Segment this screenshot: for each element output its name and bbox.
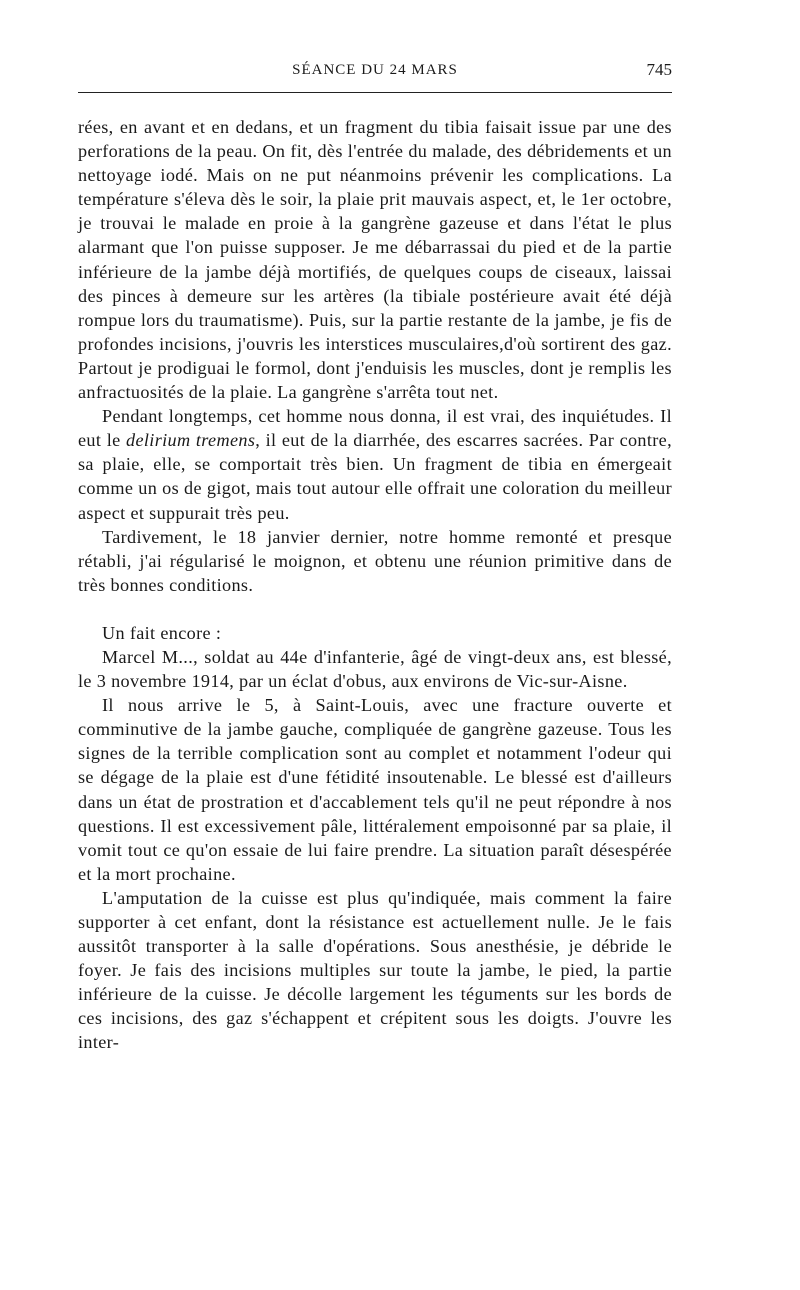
- italic-term: delirium tremens: [126, 430, 256, 451]
- page-number: 745: [646, 60, 672, 79]
- paragraph: Marcel M..., soldat au 44e d'infanterie, âgé de vingt-deux ans, est blessé, le 3 novembre 1914, par un éclat d'obus, aux environs de Vic-sur-Aisne.: [78, 646, 672, 692]
- running-header: [78, 52, 672, 93]
- paragraph: Tardivement, le 18 janvier dernier, notre homme remonté et presque rétabli, j'ai régularisé le moignon, et obtenu une réunion primitive dans de très bonnes conditions.: [78, 526, 672, 595]
- paragraph-text: Pendant longtemps, cet homme nous donna, il est vrai, des inquiétudes. Il eut le: [78, 406, 672, 451]
- paragraph: rées, en avant et en dedans, et un fragment du tibia faisait issue par une des perforations de la peau. On fit, dès l'entrée du malade, des débridements et un nettoyage iodé. Mais on ne put néanmoins prévenir les complications. La température s'éleva dès le soir, la plaie prit mauvais aspect, et, le 1er octobre, je trouvai le malade en proie à la gangrène gazeuse et dans l'état le plus alarmant que l'on puisse supposer. Je me débarrassai du pied et de la partie inférieure de la jambe déjà mortifiés, de quelques coups de ciseaux, laissai des pinces à demeure sur les artères (la tibiale postérieure avait été déjà rompue lors du traumatisme). Puis, sur la partie restante de la jambe, je fis de profondes incisions, j'ouvris les interstices musculaires,d'où sortirent des gaz. Partout je prodiguai le formol, dont j'enduisis les muscles, dont je remplis les anfractuosités de la plaie. La gangrène s'arrêta tout net.: [78, 117, 672, 403]
- body-text: [78, 115, 672, 1055]
- running-header-title: SÉANCE DU 24 MARS: [292, 62, 458, 78]
- paragraph-text: , il eut de la diarrhée, des escarres sacrées. Par contre, sa plaie, elle, se comportait très bien. Un fragment de tibia en émergeait comme un os de gigot, mais tout autour elle offrait une coloration du meilleur aspect et suppurait très peu.: [78, 430, 673, 523]
- paragraph: L'amputation de la cuisse est plus qu'indiquée, mais comment la faire supporter à cet enfant, dont la résistance est actuellement nulle. Je le fais aussitôt transporter à la salle d'opérations. Sous anesthésie, je débride le foyer. Je fais des incisions multiples sur toute la jambe, le pied, la partie inférieure de la cuisse. Je décolle largement les téguments sur les bords de ces incisions, des gaz s'échappent et crépitent sous les doigts. J'ouvre les inter-: [78, 887, 672, 1053]
- paragraph: Un fait encore :: [102, 622, 222, 643]
- page: [78, 52, 672, 1055]
- paragraph: [78, 404, 672, 524]
- paragraph: Il nous arrive le 5, à Saint-Louis, avec une fracture ouverte et comminutive de la jambe gauche, compliquée de gangrène gazeuse. Tous les signes de la terrible complication sont au complet et notamment l'odeur qui se dégage de la plaie est d'une fétidité insoutenable. Le blessé est d'ailleurs dans un état de prostration et d'accablement tels qu'il ne peut répondre à nos questions. Il est excessivement pâle, littéralement empoisonné par sa plaie, il vomit tout ce qu'on essaie de lui faire prendre. La situation paraît désespérée et la mort prochaine.: [78, 695, 672, 884]
